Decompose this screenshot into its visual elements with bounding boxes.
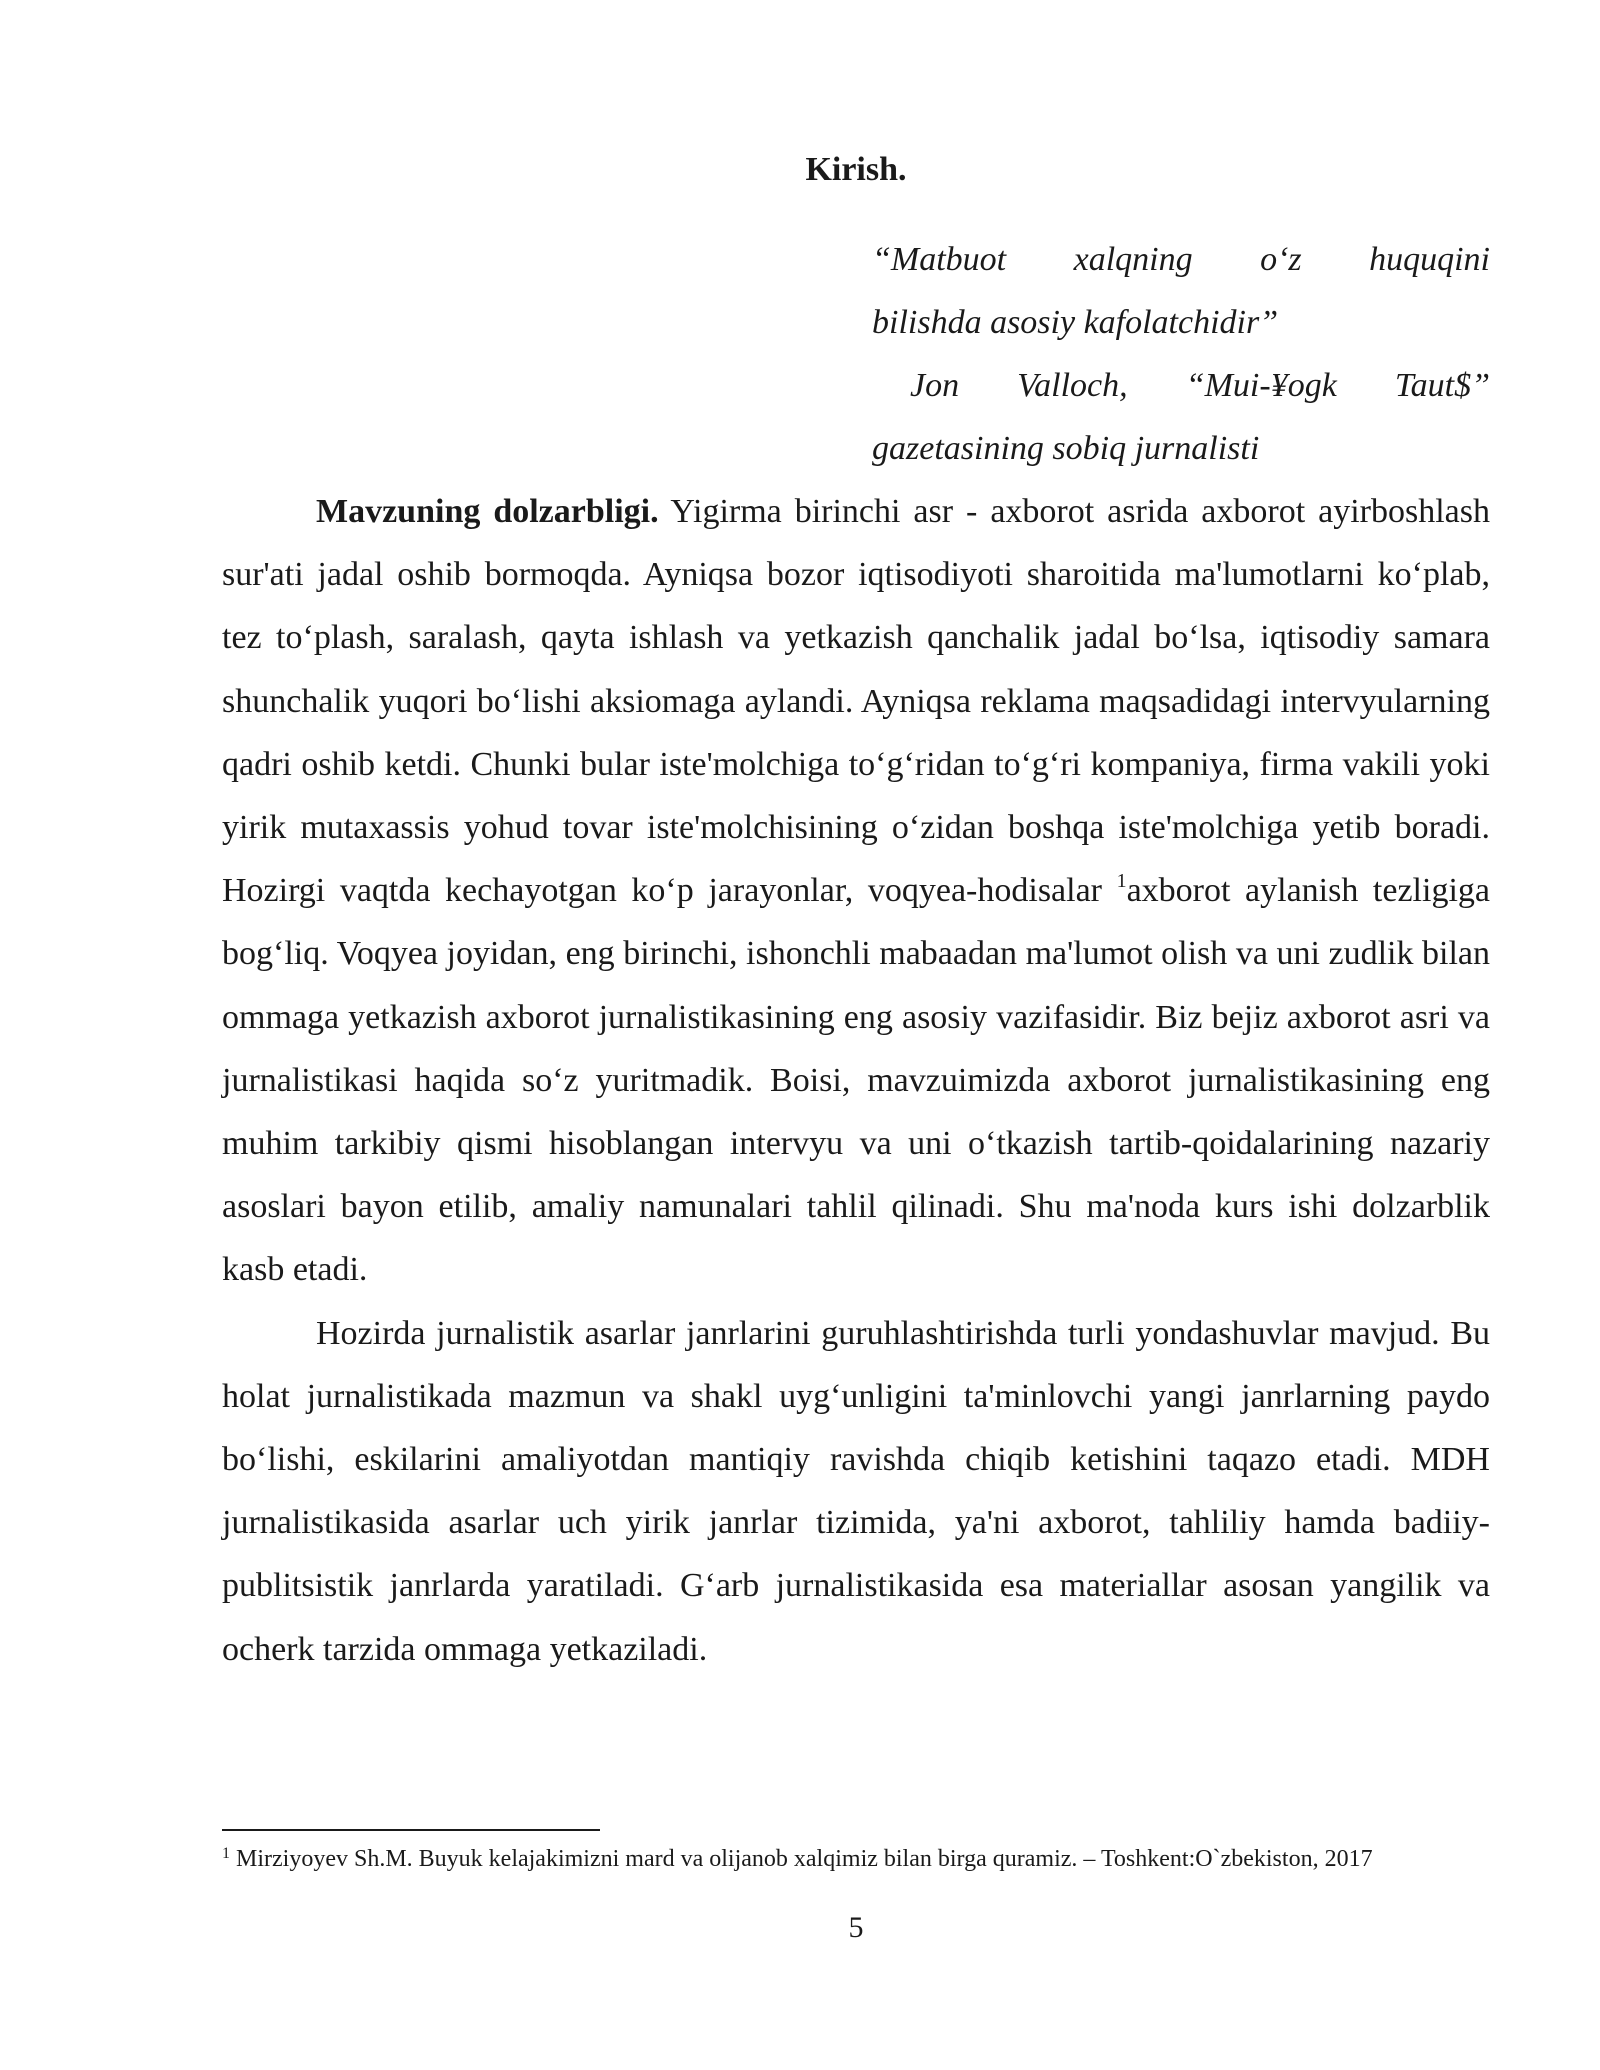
- paragraph-text-part-2: axborot aylanish tezligiga bog‘liq. Voqyea joyidan, eng birinchi, ishonchli mabaadan ma'lumot olish va uni zudlik bilan ommaga yetkazish axborot jurnalistikasining eng asosiy vazifasidir. Biz bejiz axborot asri va jurnalistikasi haqida so‘z yuritmadik. Boisi, mavzuimizda axborot jurnalistikasining eng muhim tarkibiy qismi hisoblangan intervyu va uni o‘tkazish tartib-qoidalarining nazariy asoslari bayon etilib, amaliy namunalari tahlil qilinadi. Shu ma'noda kurs ishi dolzarblik kasb etadi.: [222, 872, 1490, 1289]
- epigraph-author-line-2: gazetasining sobiq jurnalisti: [872, 430, 1260, 467]
- footnote-separator: [222, 1829, 600, 1831]
- title-container: [0, 150, 1600, 190]
- paragraph-text-part-1: Yigirma birinchi asr - axborot asrida axborot ayirboshlash sur'ati jadal oshib bormoqda. Ayniqsa bozor iqtisodiyoti sharoitida ma'lumotlarni ko‘plab, tez to‘plash, saralash, qayta ishlash va yetkazish qanchalik jadal bo‘lsa, iqtisodiy samara shunchalik yuqori bo‘lishi aksiomaga aylandi. Ayniqsa reklama maqsadidagi intervyularning qadri oshib ketdi. Chunki bular iste'molchiga to‘g‘ridan to‘g‘ri kompaniya, firma vakili yoki yirik mutaxassis yohud tovar iste'molchisining o‘zidan boshqa iste'molchiga yetib boradi. Hozirgi vaqtda kechayotgan ko‘p jarayonlar, voqyea-hodisalar: [222, 493, 1490, 910]
- footnote: [222, 1843, 1490, 1875]
- footnote-reference[interactable]: 1: [1116, 870, 1127, 893]
- footnote-marker: 1: [222, 1845, 230, 1862]
- epigraph-author-line-1: Jon Valloch, “Mui-¥ogk Taut$”: [910, 367, 1490, 404]
- body-text: [222, 480, 1490, 1681]
- paragraph-heading: Mavzuning dolzarbligi.: [316, 493, 659, 530]
- epigraph-quote-line-1: “Matbuot xalqning o‘z huquqini: [872, 241, 1490, 278]
- epigraph: [872, 228, 1490, 480]
- paragraph-relevance: [222, 480, 1490, 1302]
- page-title: Kirish.: [805, 151, 907, 188]
- footnote-text: Mirziyoyev Sh.M. Buyuk kelajakimizni mard va olijanob xalqimiz bilan birga quramiz. – Toshkent:O`zbekiston, 2017: [230, 1846, 1373, 1872]
- paragraph-genres: Hozirda jurnalistik asarlar janrlarini guruhlashtirishda turli yondashuvlar mavjud. Bu holat jurnalistikada mazmun va shakl uyg‘unligini ta'minlovchi yangi janrlarning paydo bo‘lishi, eskilarini amaliyotdan mantiqiy ravishda chiqib ketishini taqazo etadi. MDH jurnalistikasida asarlar uch yirik janrlar tizimida, ya'ni axborot, tahliliy hamda badiiy- publitsistik janrlarda yaratiladi. G‘arb jurnalistikasida esa materiallar asosan yangilik va ocherk tarzida ommaga yetkaziladi.: [222, 1314, 1490, 1668]
- page-number: 5: [848, 1911, 864, 1944]
- epigraph-quote-line-2: bilishda asosiy kafolatchidir”: [872, 304, 1279, 341]
